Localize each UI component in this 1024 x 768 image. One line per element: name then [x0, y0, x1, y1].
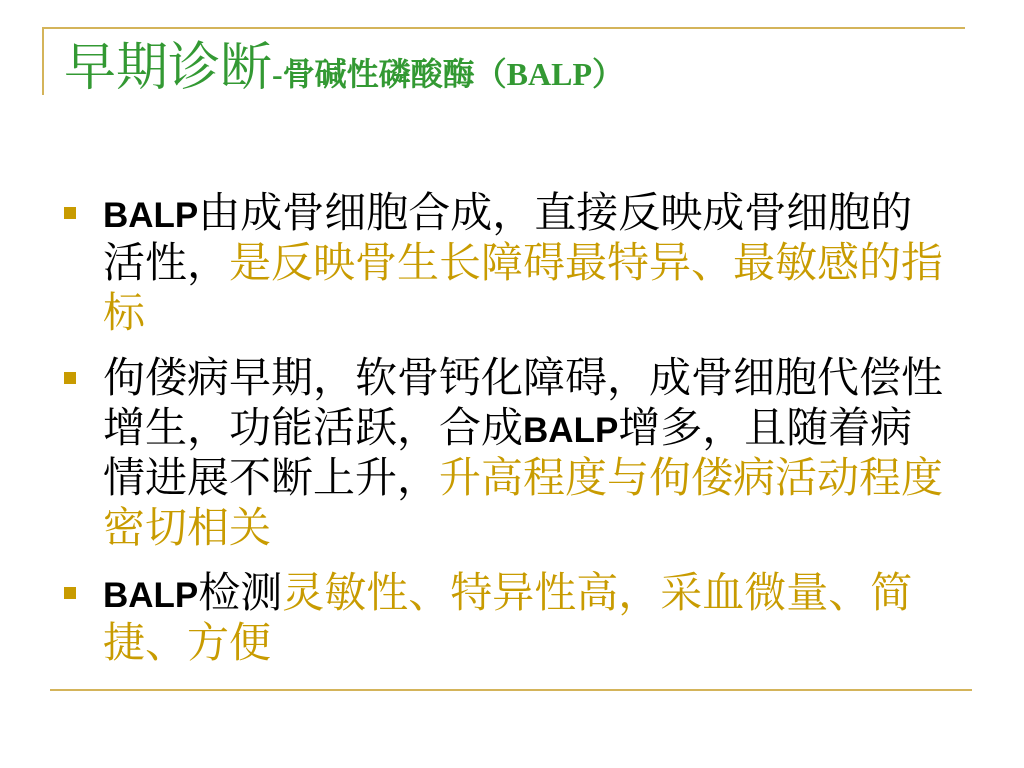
left-accent-rule	[42, 27, 44, 95]
bullet-line	[103, 238, 984, 288]
bold-text: BALP	[103, 576, 199, 615]
bullet-line	[103, 568, 984, 618]
body-text: 活性，	[103, 239, 230, 286]
square-bullet-icon	[64, 207, 76, 219]
bullet-line	[103, 353, 984, 403]
highlight-text: 灵敏性、特异性高，采血微量、简	[282, 569, 913, 616]
bottom-accent-rule	[50, 689, 972, 691]
body-text: 由成骨细胞合成，直接反映成骨细胞的	[198, 189, 913, 236]
body-text: 检测	[198, 569, 283, 616]
square-bullet-icon	[64, 372, 76, 384]
bullet-item	[64, 188, 984, 338]
square-bullet-icon	[64, 587, 76, 599]
bullet-list	[64, 188, 984, 683]
highlight-text: 是反映骨生长障碍最特异、最敏感的指	[229, 239, 944, 286]
bullet-line	[103, 618, 984, 668]
slide-title	[64, 36, 624, 100]
body-text: 增生，功能活跃，合成	[103, 404, 524, 451]
bullet-line	[103, 288, 984, 338]
body-text: 增多，且随着病	[618, 404, 913, 451]
bold-text: BALP	[103, 196, 199, 235]
title-subtitle: -骨碱性磷酸酶（BALP）	[272, 56, 625, 92]
top-accent-rule	[42, 27, 965, 29]
bullet-line	[103, 403, 984, 453]
title-main: 早期诊断	[64, 38, 273, 98]
bullet-line	[103, 188, 984, 238]
highlight-text: 升高程度与佝偻病活动程度	[439, 454, 944, 501]
bullet-line	[103, 503, 984, 553]
body-text: 佝偻病早期，软骨钙化障碍，成骨细胞代偿性	[103, 354, 944, 401]
highlight-text: 密切相关	[103, 504, 272, 551]
bullet-item	[64, 568, 984, 668]
highlight-text: 标	[103, 289, 146, 336]
bullet-item	[64, 353, 984, 553]
body-text: 情进展不断上升，	[103, 454, 440, 501]
bullet-line	[103, 453, 984, 503]
bold-text: BALP	[523, 411, 619, 450]
highlight-text: 捷、方便	[103, 619, 272, 666]
